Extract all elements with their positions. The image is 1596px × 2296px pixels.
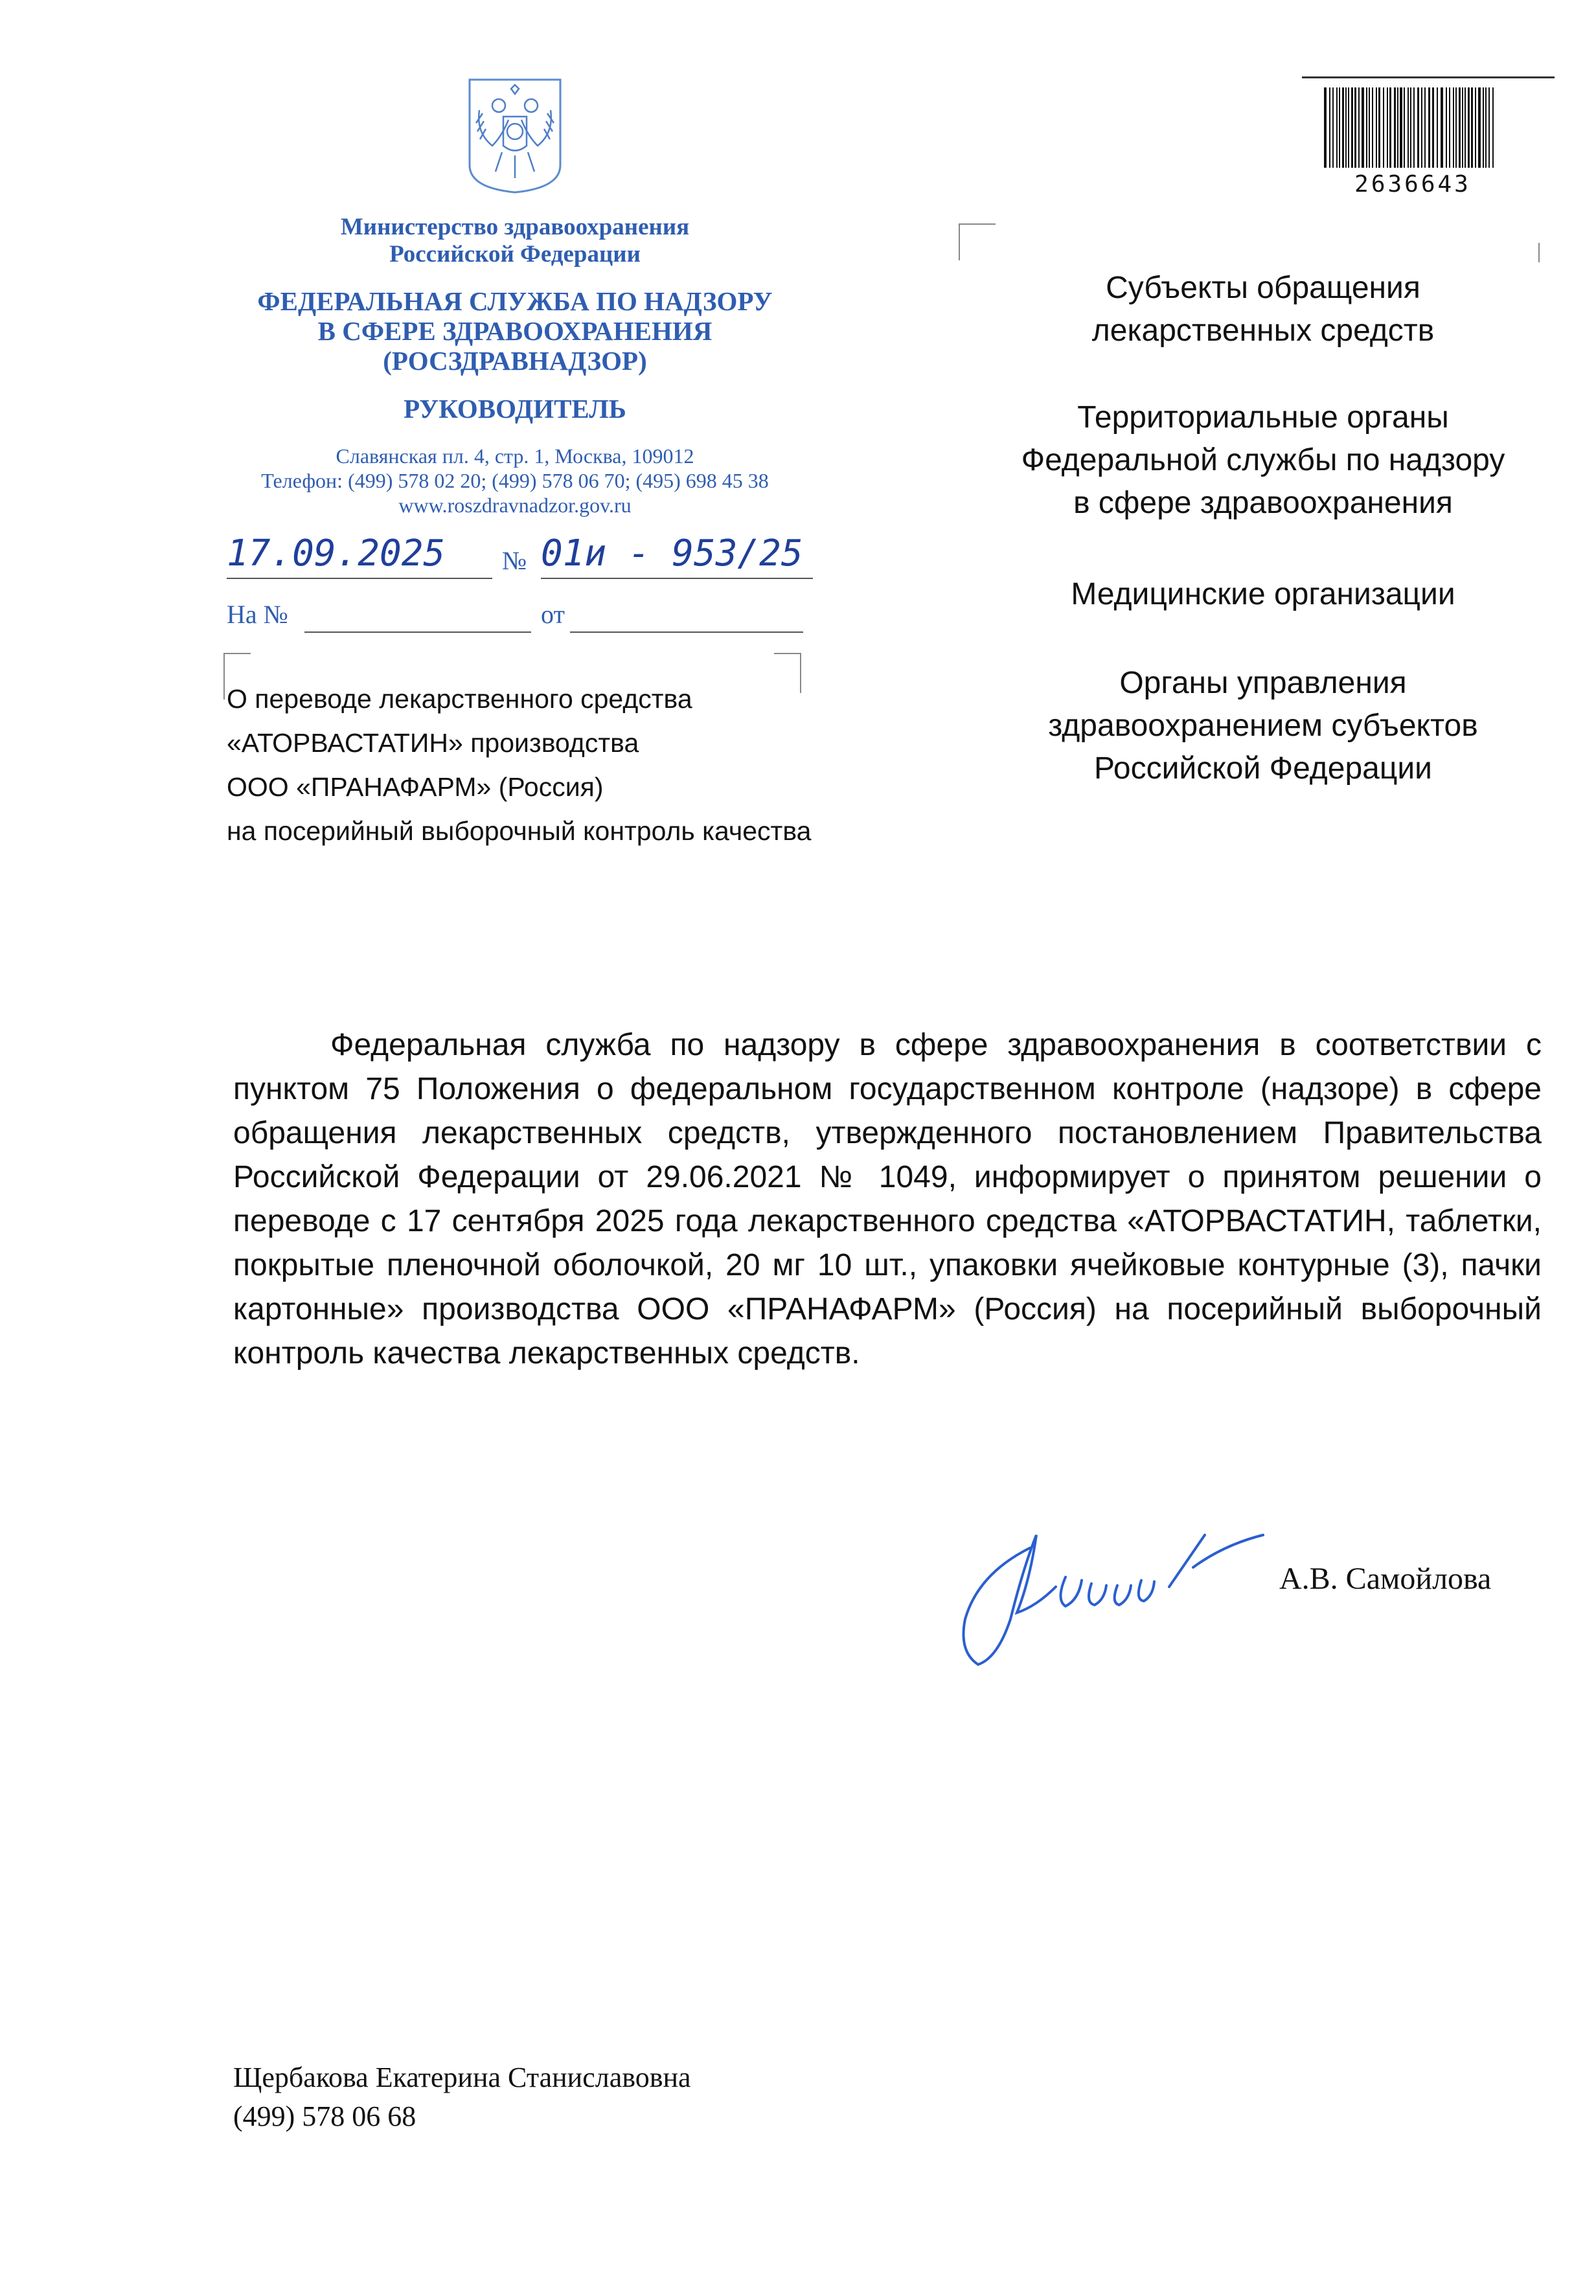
barcode-bar [1389,87,1391,168]
barcode-bar [1441,87,1443,168]
reply-from-label: от [541,600,565,629]
barcode-bar [1329,87,1330,168]
barcode-bar [1471,87,1473,168]
barcode-bar [1483,87,1484,168]
subject-block [227,677,939,853]
barcode-bar [1413,87,1415,168]
barcode-bar [1404,87,1405,168]
barcode-bar [1345,87,1347,168]
reply-number-label: На № [227,600,288,629]
number-value: 01и - 953/25 [541,532,803,574]
barcode-bar [1475,87,1476,168]
service-name-line2: В СФЕРЕ ЗДРАВООХРАНЕНИЯ [317,316,712,346]
number-label: № [502,546,527,575]
barcode-bar [1383,87,1384,168]
reply-date-field [570,599,803,633]
barcode-bar [1428,87,1430,168]
barcode-bar [1485,87,1487,168]
addressee-1 [946,267,1580,352]
subject-line4: на посерийный выборочный контроль качества [227,816,812,846]
addressee-3-line1: Медицинские организации [1071,577,1455,611]
barcode-bar [1400,87,1402,168]
ministry-name-line2: Российской Федерации [389,241,641,267]
executor-name: Щербакова Екатерина Станиславовна [233,2062,691,2093]
barcode-bar [1421,87,1422,168]
barcode-bar [1324,87,1327,168]
barcode-bar [1424,87,1426,168]
coat-of-arms-icon [463,74,567,194]
barcode-bar [1336,87,1338,168]
barcode-bar [1397,87,1398,168]
addressee-1-line2: лекарственных средств [1091,313,1435,348]
addressee-4-line1: Органы управления [1119,666,1407,700]
barcode-image [1321,87,1498,168]
barcode-bar [1351,87,1353,168]
barcode-bar [1417,87,1419,168]
barcode-bar [1492,87,1494,168]
barcode-bar [1437,87,1438,168]
barcode-bar [1408,87,1409,168]
barcode-bar [1449,87,1450,168]
barcode-bar [1387,87,1388,168]
barcode-bar [1462,87,1463,168]
addressee-4-line2: здравоохранением субъектов [1048,709,1478,743]
barcode-bar [1446,87,1447,168]
barcode-bar [1432,87,1434,168]
barcode-bar [1488,87,1490,168]
barcode-bar [1342,87,1344,168]
subject-line1: О переводе лекарственного средства [227,684,692,714]
executor-phone: (499) 578 06 68 [233,2100,416,2132]
barcode-number: 2636643 [1354,171,1471,198]
org-phones: Телефон: (499) 578 02 20; (499) 578 06 70; (495) 698 45 38 [261,469,769,492]
top-rule [1302,76,1555,78]
barcode-bar [1339,87,1340,168]
barcode-bar [1465,87,1466,168]
ministry-name-line1: Министерство здравоохранения [340,214,690,240]
body-paragraph: Федеральная служба по надзору в сфере здравоохранения в соответствии с пунктом 75 Положения о федеральном государственном контроле (надзоре) в сфере обращения лекарственных средств, утвержденного постановлением Правительства Российской Федерации от 29.06.2021 № 1049, информирует о принятом решении о переводе с 17 сентября 2025 года лекарственного средства «АТОРВАСТАТИН, таблетки, покрытые пленочной оболочкой, 20 мг 10 шт., упаковки ячейковые контурные (3), пачки картонные» производства ООО «ПРАНАФАРМ» (Россия) на посерийный выборочный контроль качества лекарственных средств. [233,1028,1542,1370]
barcode-bar [1332,87,1334,168]
addressee-4 [946,662,1580,790]
addressee-2-line3: в сфере здравоохранения [1073,486,1453,520]
barcode-bar [1394,87,1396,168]
barcode-bar [1369,87,1370,168]
addressee-2-line1: Территориальные органы [1077,400,1449,435]
handwritten-signature [952,1509,1289,1671]
barcode-bar [1354,87,1356,168]
addressee-2 [946,396,1580,525]
date-field [227,532,492,579]
org-website: www.roszdravnadzor.gov.ru [398,494,632,517]
subject-line3: ООО «ПРАНАФАРМ» (Россия) [227,772,604,802]
barcode-bar [1410,87,1411,168]
barcode-bar [1372,87,1373,168]
subject-line2: «АТОРВАСТАТИН» производства [227,728,639,758]
service-name-line3: (РОСЗДРАВНАДЗОР) [383,346,647,376]
barcode-bar [1459,87,1461,168]
addressee-4-line3: Российской Федерации [1094,751,1432,786]
addressee-corner-left [959,223,996,260]
addressee-3 [946,573,1580,616]
executor-block [233,2058,691,2136]
reply-number-field [304,599,531,633]
barcode-bar [1362,87,1364,168]
barcode-bar [1378,87,1380,168]
addressee-2-line2: Федеральной службы по надзору [1021,443,1505,477]
service-name-line1: ФЕДЕРАЛЬНАЯ СЛУЖБА ПО НАДЗОРУ [257,286,773,316]
position-title: РУКОВОДИТЕЛЬ [404,394,626,424]
barcode-bar [1478,87,1481,168]
number-field [541,532,813,579]
barcode-bar [1468,87,1470,168]
date-value: 17.09.2025 [227,532,446,574]
barcode-bar [1366,87,1367,168]
barcode-bar [1455,87,1457,168]
barcode-bar [1348,87,1349,168]
addressee-corner-right [1538,243,1540,262]
barcode-bar [1376,87,1377,168]
barcode-bar [1453,87,1454,168]
signatory-name: А.В. Самойлова [1279,1562,1492,1596]
addressee-1-line1: Субъекты обращения [1106,271,1420,305]
barcode-bar [1358,87,1360,168]
org-address: Славянская пл. 4, стр. 1, Москва, 109012 [336,444,694,468]
